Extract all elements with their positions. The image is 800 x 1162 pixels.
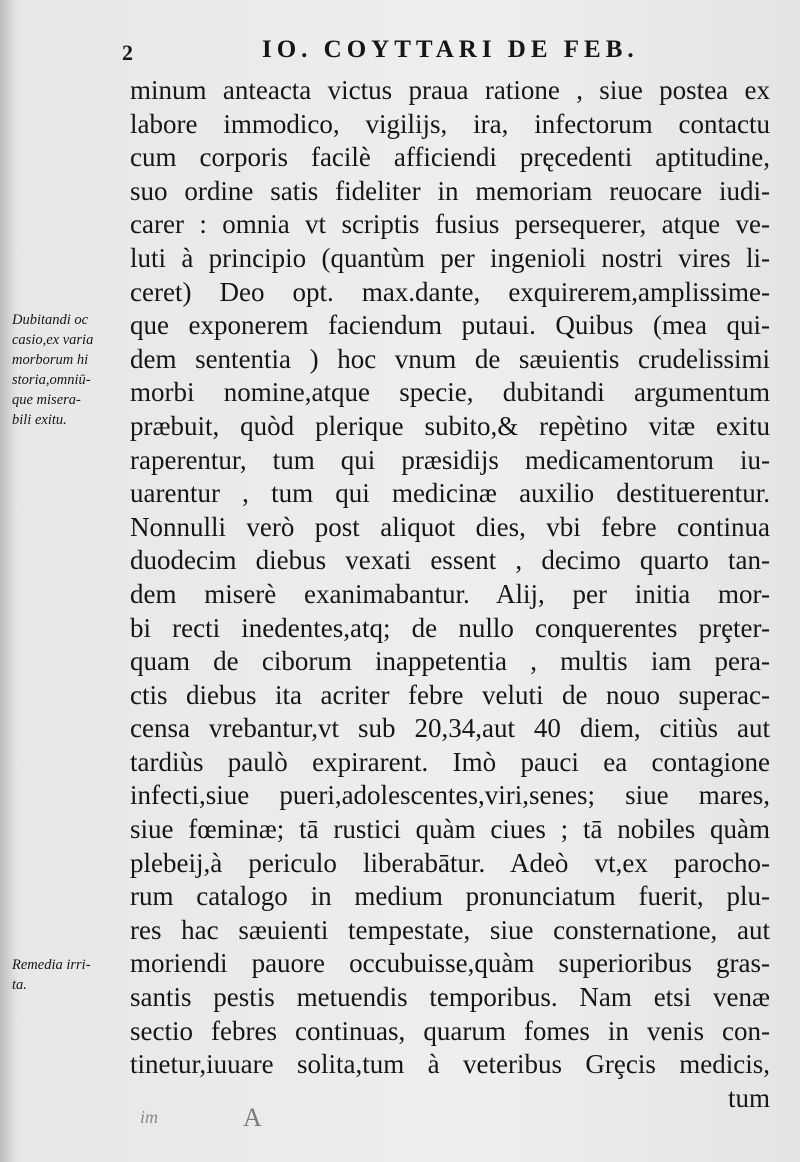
text-line: moriendi pauore occubuisse,quàm superioribus gras- <box>130 948 770 979</box>
text-line: siue fœminæ; tā rustici quàm ciues ; tā nobiles quàm <box>130 814 770 845</box>
text-line: quam de ciborum inappetentia , multis iam pera- <box>130 646 770 677</box>
text-line: tinetur,iuuare solita,tum à veteribus Grȩcis medicis, <box>130 1049 770 1080</box>
running-head: IO. COYTTARI DE FEB. <box>262 36 639 63</box>
text-line: uarentur , tum qui medicinæ auxilio destituerentur. <box>130 478 770 509</box>
text-line: labore immodico, vigilijs, ira, infectorum contactu <box>130 108 770 139</box>
text-line: censa vrebantur,vt sub 20,34,aut 40 diem, citiùs aut <box>130 713 770 744</box>
margin-note-line: morborum hi <box>12 352 89 368</box>
bleed-through-text: im <box>140 1107 158 1127</box>
body-text <box>130 74 770 1115</box>
text-line: dem sententia ) hoc vnum de sæuientis crudelissimi <box>130 343 770 374</box>
margin-note-remedia <box>12 955 130 995</box>
text-line: Nonnulli verò post aliquot dies, vbi febre continua <box>130 511 770 542</box>
catchword: tum <box>727 1082 770 1113</box>
text-line: dem miserè exanimabantur. Alij, per initia mor- <box>130 578 770 609</box>
margin-note-line: Dubitandi oc <box>12 312 89 328</box>
text-line: ceret) Deo opt. max.dante, exquirerem,amplissime- <box>130 276 770 307</box>
margin-note-line: storia,omniū- <box>12 372 91 388</box>
margin-note-line: bili exitu. <box>12 412 67 428</box>
text-line: plebeij,à periculo liberabātur. Adeò vt,ex parocho- <box>130 847 770 878</box>
text-line: cum corporis facilè afficiendi pręcedenti aptitudine, <box>130 142 770 173</box>
text-line: duodecim diebus vexati essent , decimo quarto tan- <box>130 545 770 576</box>
text-line: santis pestis metuendis temporibus. Nam etsi venæ <box>130 982 770 1013</box>
margin-note-line: Remedia irri- <box>12 957 91 973</box>
text-line: præbuit, quòd plerique subito,& repètino vitæ exitu <box>130 410 770 441</box>
text-line: luti à principio (quantùm per ingenioli nostri vires li- <box>130 242 770 273</box>
text-line: tardiùs paulò expirarent. Imò pauci ea contagione <box>130 746 770 777</box>
margin-note-line: casio,ex varia <box>12 332 94 348</box>
margin-note-dubitandi <box>12 310 130 430</box>
text-line: carer : omnia vt scriptis fusius persequerer, atque ve- <box>130 209 770 240</box>
text-line: raperentur, tum qui præsidijs medicamentorum iu- <box>130 444 770 475</box>
page-footer <box>0 1103 800 1143</box>
signature-mark: A <box>243 1103 262 1132</box>
text-line: res hac sæuienti tempestate, siue consternatione, aut <box>130 914 770 945</box>
page-header <box>0 36 800 70</box>
text-line: suo ordine satis fideliter in memoriam reuocare iudi- <box>130 175 770 206</box>
text-line: morbi nomine,atque specie, dubitandi argumentum <box>130 377 770 408</box>
text-line: ctis diebus ita acriter febre veluti de nouo superac- <box>130 679 770 710</box>
text-line: bi recti inedentes,atq; de nullo conquerentes prȩter- <box>130 612 770 643</box>
text-line: infecti,siue pueri,adolescentes,viri,senes; siue mares, <box>130 780 770 811</box>
page-number: 2 <box>122 40 133 65</box>
margin-note-line: ta. <box>12 977 27 993</box>
margin-note-line: que misera- <box>12 392 81 408</box>
text-line: que exponerem faciendum putaui. Quibus (mea qui- <box>130 310 770 341</box>
text-line: sectio febres continuas, quarum fomes in venis con- <box>130 1015 770 1046</box>
text-line: rum catalogo in medium pronunciatum fuerit, plu- <box>130 881 770 912</box>
text-line: minum anteacta victus praua ratione , siue postea ex <box>130 75 770 105</box>
